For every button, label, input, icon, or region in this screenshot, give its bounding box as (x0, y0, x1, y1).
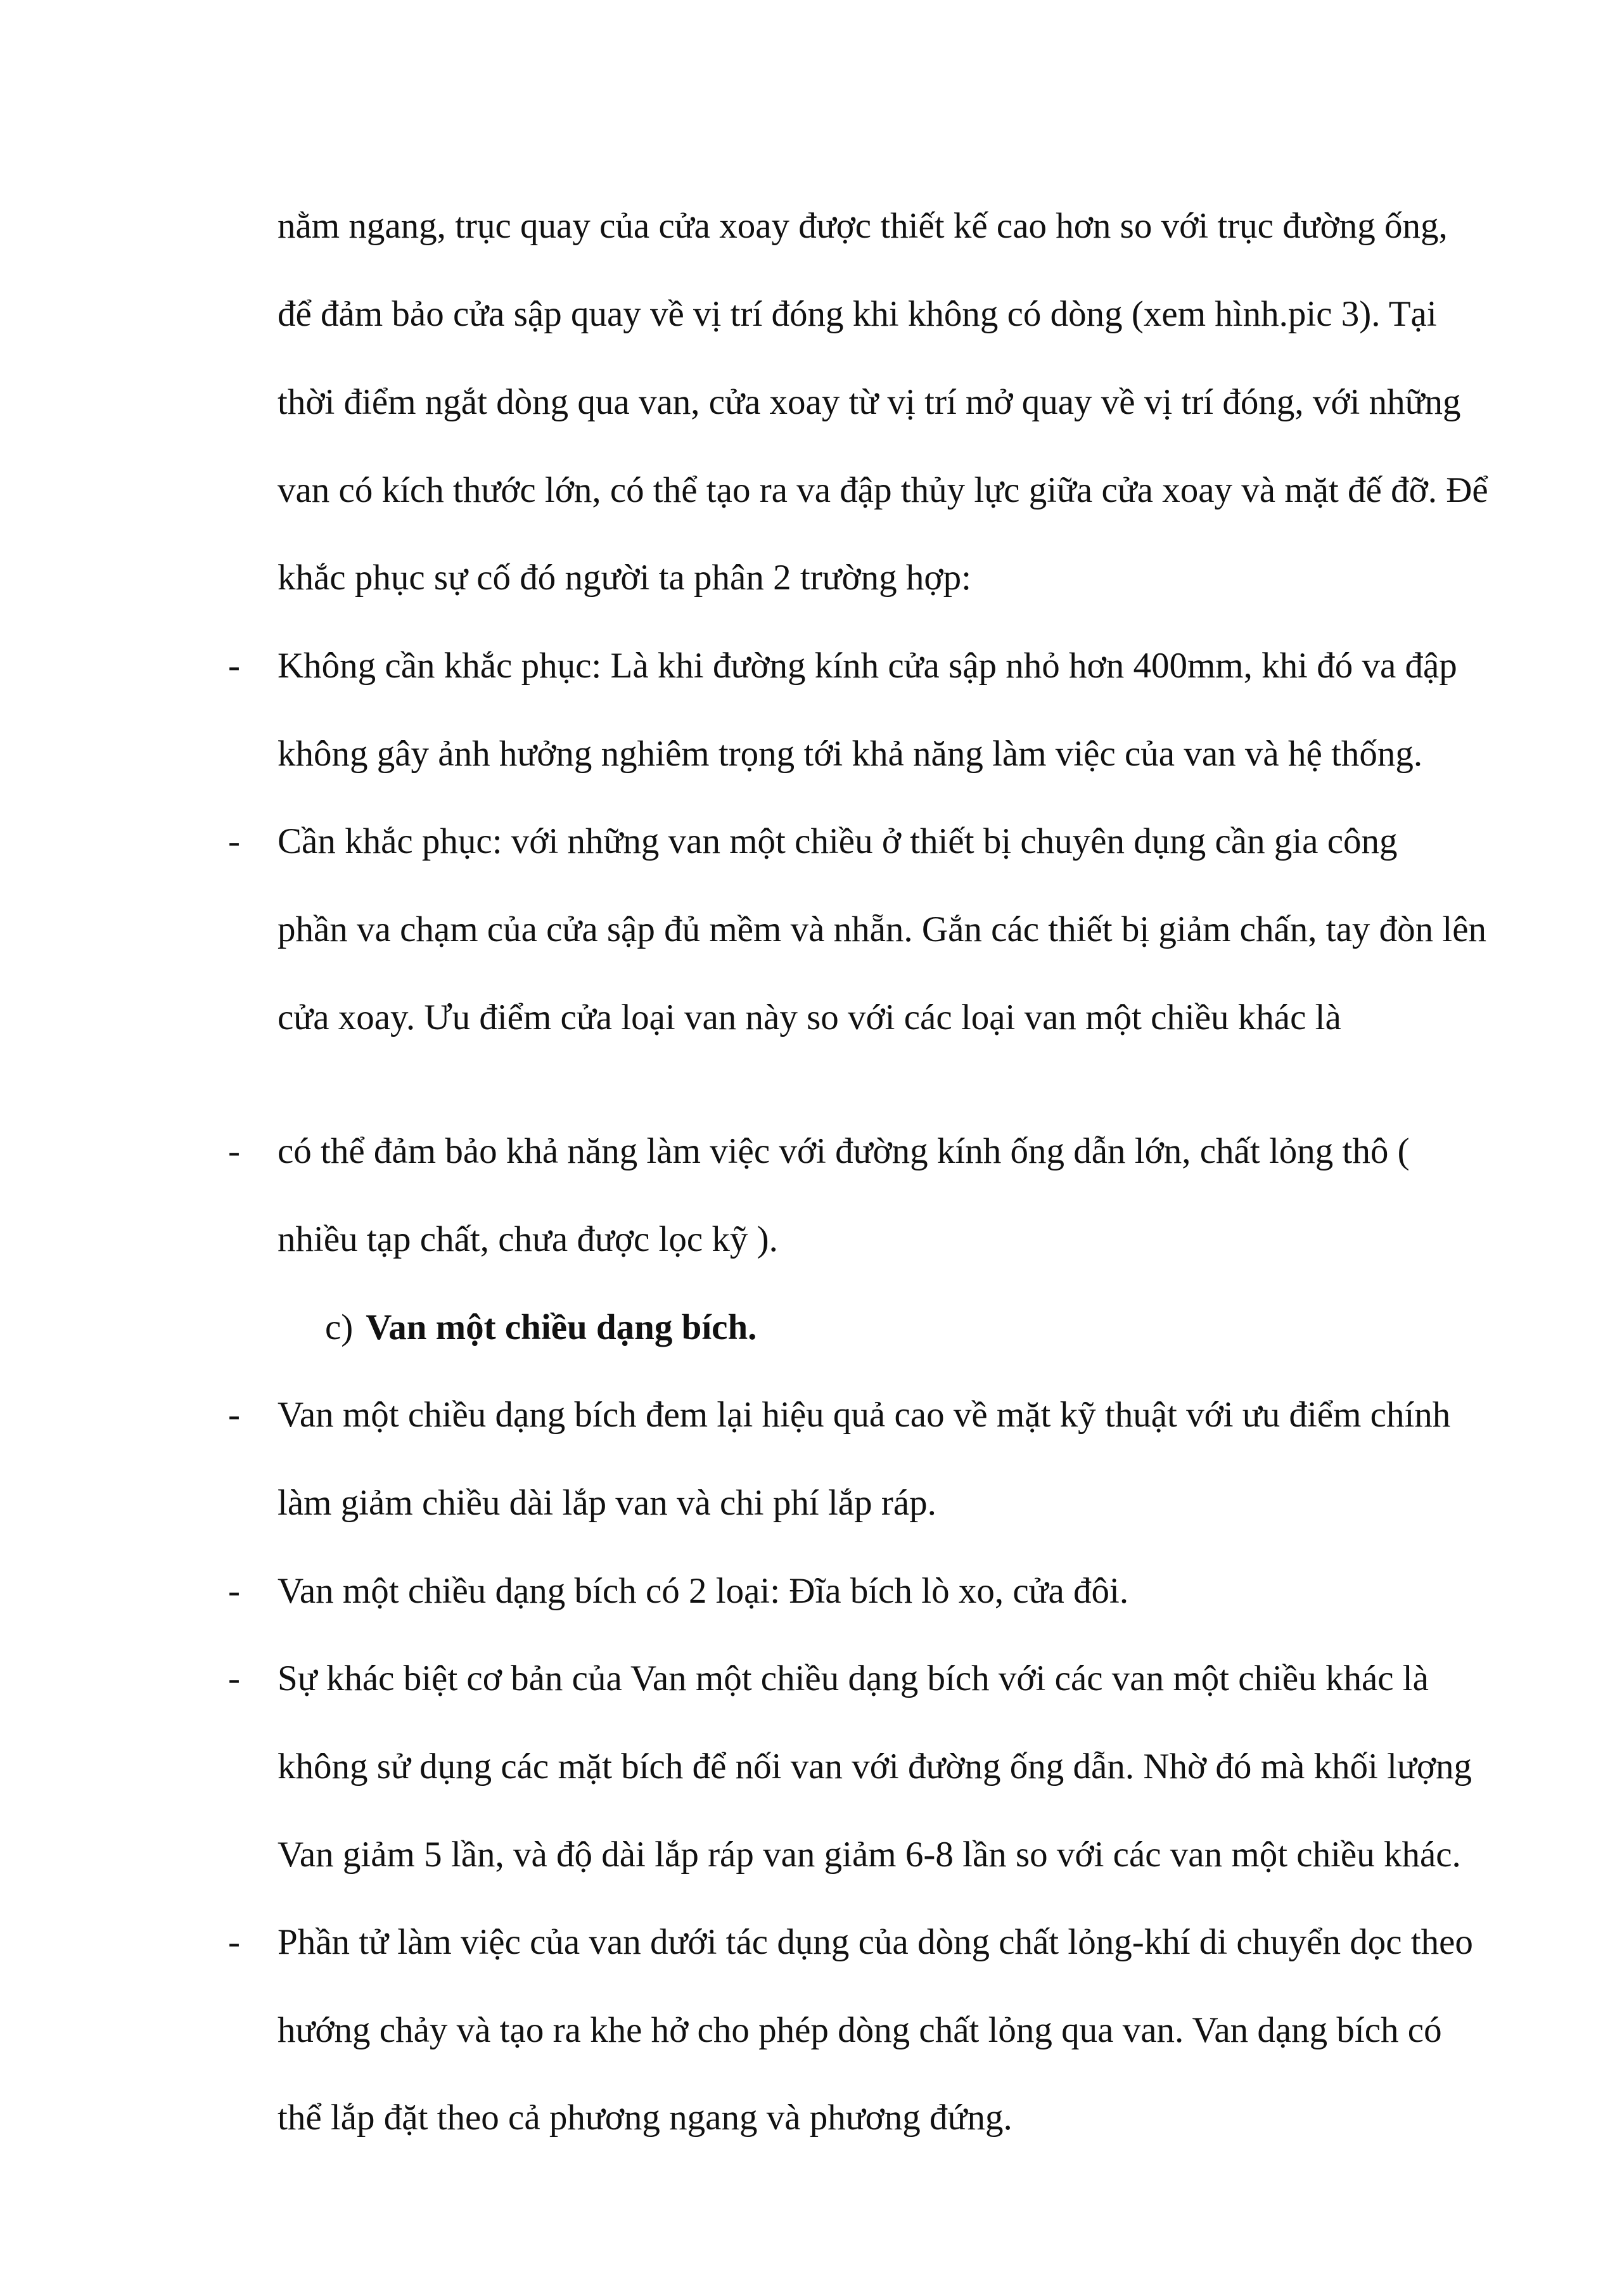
bullet-dash: - (228, 646, 240, 686)
section-heading-title: Van một chiều dạng bích. (366, 1307, 757, 1347)
bullet-line: làm giảm chiều dài lắp van và chi phí lắp ráp. (278, 1483, 936, 1523)
paragraph-line: khắc phục sự cố đó người ta phân 2 trường hợp: (278, 558, 971, 598)
bullet-dash: - (228, 1571, 240, 1611)
section-heading (325, 1305, 757, 1350)
bullet-line: nhiều tạp chất, chưa được lọc kỹ ). (278, 1219, 778, 1259)
paragraph-line: để đảm bảo cửa sập quay về vị trí đóng khi không có dòng (xem hình.pic 3). Tại (278, 294, 1437, 334)
bullet-line: không gây ảnh hưởng nghiêm trọng tới khả năng làm việc của van và hệ thống. (278, 734, 1423, 774)
paragraph-line: thời điểm ngắt dòng qua van, cửa xoay từ vị trí mở quay về vị trí đóng, với những (278, 382, 1461, 422)
bullet-line: Không cần khắc phục: Là khi đường kính cửa sập nhỏ hơn 400mm, khi đó va đập (278, 646, 1457, 686)
bullet-line: Cần khắc phục: với những van một chiều ở thiết bị chuyên dụng cần gia công (278, 821, 1398, 861)
bullet-line: Sự khác biệt cơ bản của Van một chiều dạng bích với các van một chiều khác là (278, 1658, 1429, 1698)
bullet-dash: - (228, 1922, 240, 1962)
bullet-line: phần va chạm của cửa sập đủ mềm và nhẵn. Gắn các thiết bị giảm chấn, tay đòn lên (278, 909, 1487, 949)
bullet-dash: - (228, 821, 240, 861)
bullet-line: Van giảm 5 lần, và độ dài lắp ráp van giảm 6-8 lần so với các van một chiều khác. (278, 1835, 1461, 1875)
section-heading-marker: c) (325, 1307, 354, 1347)
bullet-dash: - (228, 1658, 240, 1698)
paragraph-line: nằm ngang, trục quay của cửa xoay được thiết kế cao hơn so với trục đường ống, (278, 206, 1448, 246)
paragraph-line: van có kích thước lớn, có thể tạo ra va đập thủy lực giữa cửa xoay và mặt đế đỡ. Để (278, 470, 1488, 510)
bullet-dash: - (228, 1131, 240, 1171)
bullet-dash: - (228, 1395, 240, 1435)
bullet-line: Van một chiều dạng bích có 2 loại: Đĩa bích lò xo, cửa đôi. (278, 1571, 1129, 1611)
bullet-line: Van một chiều dạng bích đem lại hiệu quả cao về mặt kỹ thuật với ưu điểm chính (278, 1395, 1451, 1435)
bullet-line: thể lắp đặt theo cả phương ngang và phương đứng. (278, 2098, 1012, 2138)
bullet-line: có thể đảm bảo khả năng làm việc với đường kính ống dẫn lớn, chất lỏng thô ( (278, 1131, 1410, 1171)
bullet-line: Phần tử làm việc của van dưới tác dụng của dòng chất lỏng-khí di chuyển dọc theo (278, 1922, 1473, 1962)
bullet-line: hướng chảy và tạo ra khe hở cho phép dòng chất lỏng qua van. Van dạng bích có (278, 2010, 1442, 2050)
bullet-line: cửa xoay. Ưu điểm cửa loại van này so với các loại van một chiều khác là (278, 997, 1341, 1037)
bullet-line: không sử dụng các mặt bích để nối van với đường ống dẫn. Nhờ đó mà khối lượng (278, 1747, 1472, 1786)
